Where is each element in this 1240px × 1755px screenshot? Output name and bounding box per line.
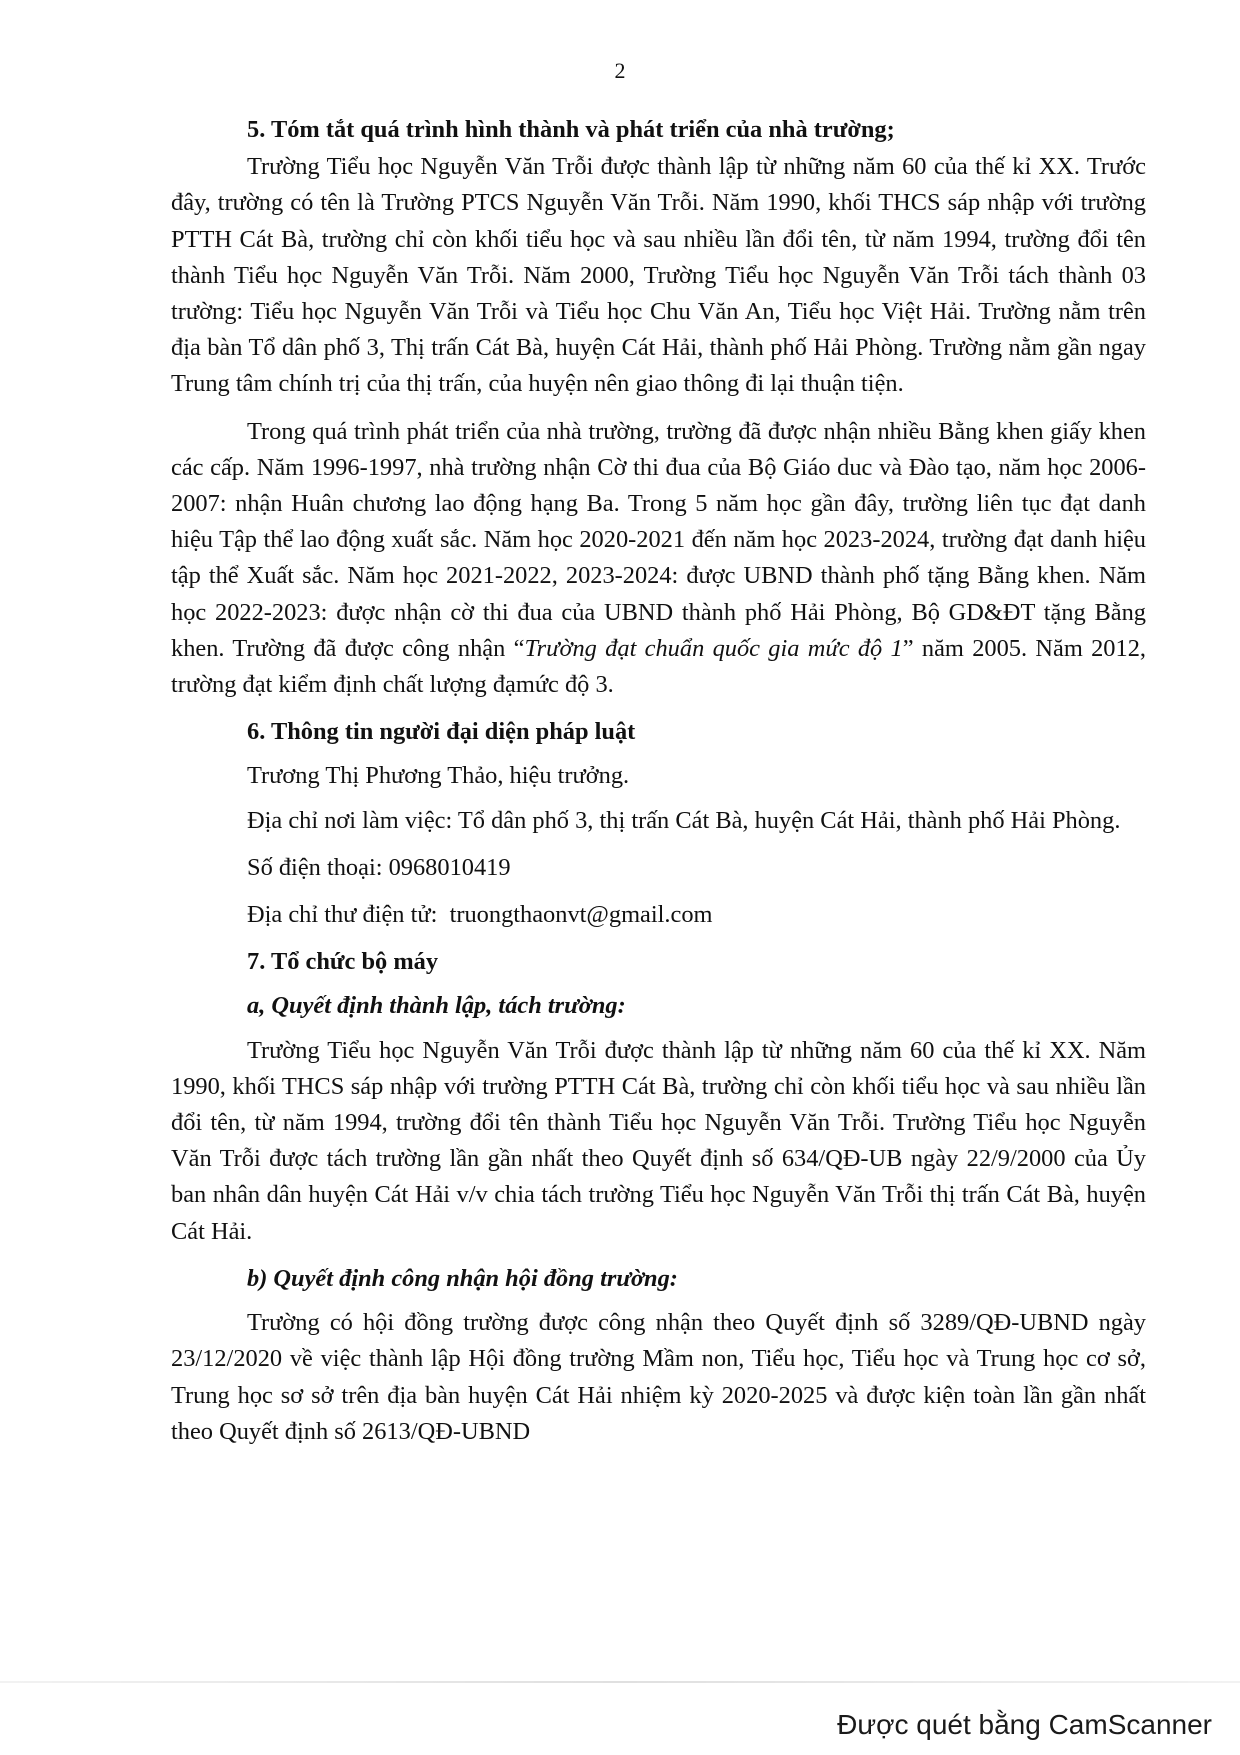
scan-edge-line (0, 1681, 1240, 1683)
para2-text-before: Trong quá trình phát triển của nhà trường, trường đã được nhận nhiều Bằng khen giấy khen các cấp. Năm 1996-1997, nhà trường nhận Cờ thi đua của Bộ Giáo duc và Đào tạo, năm học 2006-2007: nhận Huân chương lao động hạng Ba. Trong 5 năm học gần đây, trường liên tục đạt danh hiệu Tập thể lao động xuất sắc. Năm học 2020-2021 đến năm học 2023-2024, trường đạt danh hiệu tập thể Xuất sắc. Năm học 2021-2022, 2023-2024: được UBND thành phố tặng Bằng khen. Năm học 2022-2023: được nhận cờ thi đua của UBND thành phố Hải Phòng, Bộ GD&ĐT tặng Bằng khen. Trường đã được công nhận “ (171, 417, 1146, 662)
para2-italic-title: Trường đạt chuẩn quốc gia mức độ 1 (524, 634, 903, 662)
page-number: 2 (614, 58, 626, 83)
section-7a-paragraph: Trường Tiểu học Nguyễn Văn Trỗi được thành lập từ những năm 60 của thế kỉ XX. Năm 1990, khối THCS sáp nhập với trường PTTH Cát Bà, trường chỉ còn khối tiểu học và sau nhiều lần đổi tên, từ năm 1994, trường đổi tên thành Tiểu học Nguyễn Văn Trỗi. Trường Tiểu học Nguyễn Văn Trỗi được tách trường lần gần nhất theo Quyết định số 634/QĐ-UB ngày 22/9/2000 của Ủy ban nhân dân huyện Cát Hải v/v chia tách trường Tiểu học Nguyễn Văn Trỗi thị trấn Cát Bà, huyện Cát Hải. (171, 1036, 1146, 1245)
section-5-paragraph-2 (171, 414, 1146, 704)
section-7b-paragraph: Trường có hội đồng trường được công nhận theo Quyết định số 3289/QĐ-UBND ngày 23/12/2020 về việc thành lập Hội đồng trường Mầm non, Tiểu học, Tiểu học và Trung học cơ sở, Trung học sơ sở trên địa bàn huyện Cát Hải nhiệm kỳ 2020-2025 và được kiện toàn lần gần nhất theo Quyết định số 2613/QĐ-UBND (171, 1309, 1146, 1445)
representative-name: Trương Thị Phương Thảo, hiệu trưởng. (247, 762, 630, 790)
section-5-heading: 5. Tóm tắt quá trình hình thành và phát triển của nhà trường; (247, 116, 895, 143)
document-body (171, 112, 1146, 1450)
section-5-paragraph-1: Trường Tiểu học Nguyễn Văn Trỗi được thành lập từ những năm 60 của thế kỉ XX. Trước đây, trường có tên là Trường PTCS Nguyễn Văn Trỗi. Năm 1990, khối THCS sáp nhập với trường PTTH Cát Bà, trường chỉ còn khối tiểu học và sau nhiều lần đổi tên, từ năm 1994, trường đổi tên thành Tiểu học Nguyễn Văn Trỗi. Năm 2000, Trường Tiểu học Nguyễn Văn Trỗi tách thành 03 trường: Tiểu học Nguyễn Văn Trỗi và Tiểu học Chu Văn An, Tiểu học Việt Hải. Trường nằm trên địa bàn Tổ dân phố 3, Thị trấn Cát Bà, huyện Cát Hải, thành phố Hải Phòng. Trường nằm gần ngay Trung tâm chính trị của thị trấn, của huyện nên giao thông đi lại thuận tiện. (171, 153, 1146, 398)
phone-number: Số điện thoại: 0968010419 (247, 853, 511, 881)
camscanner-watermark: Được quét bằng CamScanner (837, 1709, 1212, 1740)
work-address: Địa chỉ nơi làm việc: Tổ dân phố 3, thị trấn Cát Bà, huyện Cát Hải, thành phố Hải Phòng. (247, 806, 1121, 834)
section-7b-heading: b) Quyết định công nhận hội đồng trường: (247, 1264, 678, 1292)
email-address: truongthaonvt@gmail.com (449, 901, 713, 929)
para2-text-after: ” năm 2005. Năm 2012, trường đạt kiểm định chất lượng đạmức độ 3. (171, 634, 1146, 699)
email-line (171, 897, 1146, 933)
section-6-heading: 6. Thông tin người đại diện pháp luật (247, 718, 636, 746)
section-7a-heading: a, Quyết định thành lập, tách trường: (247, 992, 626, 1020)
section-7-heading: 7. Tổ chức bộ máy (247, 948, 439, 976)
email-label: Địa chỉ thư điện tử: (247, 901, 438, 929)
